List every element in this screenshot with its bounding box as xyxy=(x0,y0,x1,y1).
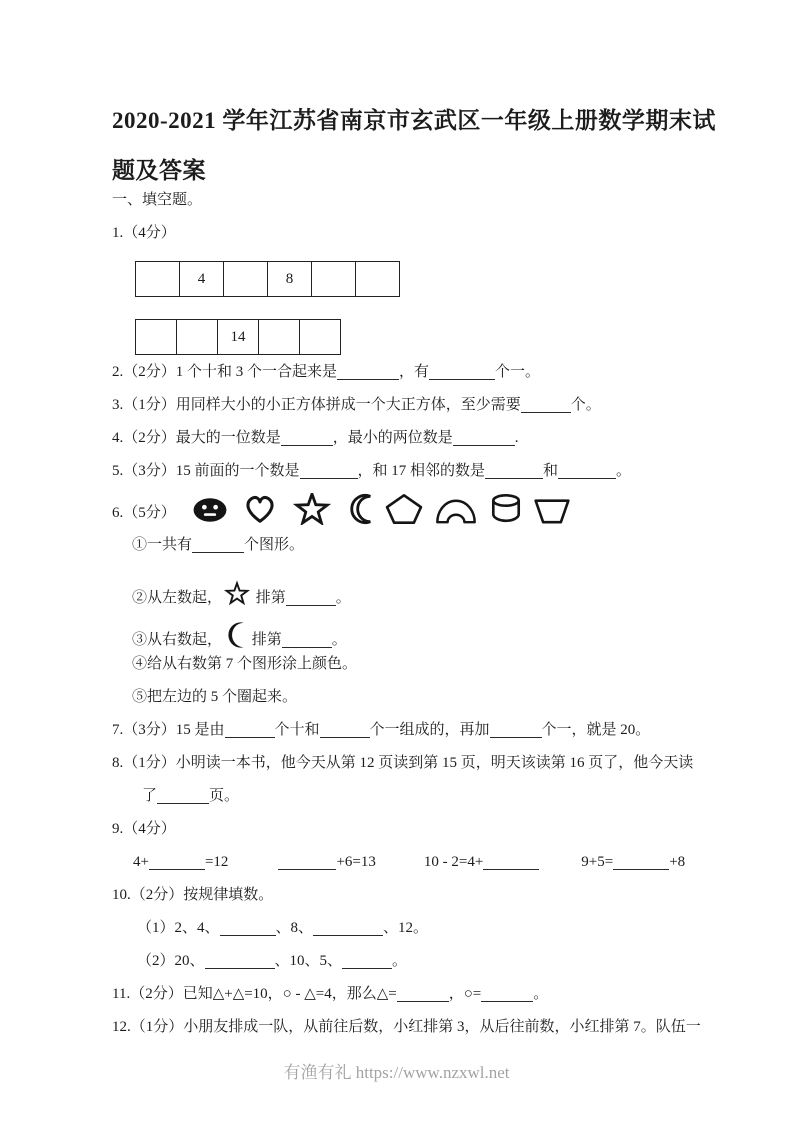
text-segment: 排第 xyxy=(248,632,282,648)
question-10-sub1 xyxy=(137,918,683,938)
text-segment: 个。 xyxy=(570,397,601,413)
question-6-label: 6.（5分） xyxy=(112,505,176,521)
blank-line xyxy=(282,633,332,648)
blank-line xyxy=(149,855,205,870)
question-10-sub2 xyxy=(137,951,683,971)
trapezoid-icon xyxy=(533,497,571,525)
text-segment: 7.（3分）15 是由 xyxy=(112,722,225,738)
text-segment: ，和 17 相邻的数是 xyxy=(357,463,486,479)
arch-icon xyxy=(433,497,479,525)
blank-line xyxy=(337,365,399,380)
q1-number-strip-2 xyxy=(135,319,341,355)
text-segment: 2.（2分）1 个十和 3 个一合起来是 xyxy=(112,364,338,380)
text-segment: 、10、5、 xyxy=(274,953,343,969)
text-segment: 和 xyxy=(543,463,559,479)
question-6-row xyxy=(112,493,683,525)
blank-line xyxy=(320,723,370,738)
table-cell xyxy=(136,320,177,354)
cylinder-icon xyxy=(489,493,523,525)
text-segment: =12 xyxy=(204,854,229,870)
text-segment: ，○= xyxy=(448,986,482,1002)
blank-line xyxy=(558,464,616,479)
star-icon xyxy=(222,579,252,608)
question-9-equations xyxy=(133,852,686,872)
site-watermark: 有渔有礼 https://www.nzxwl.net xyxy=(283,1063,510,1082)
blank-line xyxy=(300,464,358,479)
text-segment: 9+5= xyxy=(581,854,614,870)
blank-line xyxy=(225,723,275,738)
text-segment: 3.（1分）用同样大小的小正方体拼成一个大正方体，至少需要 xyxy=(112,397,521,413)
text-segment: （1）2、4、 xyxy=(137,920,220,936)
table-cell: 8 xyxy=(268,262,312,296)
text-segment: ①一共有 xyxy=(132,537,193,553)
text-segment: ，最小的两位数是 xyxy=(332,430,453,446)
table-cell xyxy=(300,320,340,354)
table-cell xyxy=(136,262,180,296)
question-7 xyxy=(112,720,683,740)
text-segment: 。 xyxy=(533,986,549,1002)
blank-line xyxy=(205,954,275,969)
question-8-line2 xyxy=(142,786,683,806)
table-cell xyxy=(224,262,268,296)
text-segment: . xyxy=(514,430,519,446)
question-12: 12.（1分）小朋友排成一队，从前往后数，小红排第 3，从后往前数，小红排第 7。队伍一 xyxy=(112,1019,701,1035)
text-segment: 5.（3分）15 前面的一个数是 xyxy=(112,463,300,479)
text-segment: +8 xyxy=(669,854,686,870)
text-segment: 10 - 2=4+ xyxy=(423,854,484,870)
blank-line xyxy=(397,987,449,1002)
q1-number-strip-1 xyxy=(135,261,400,297)
blank-line xyxy=(278,855,336,870)
question-3 xyxy=(112,395,683,415)
text-segment: 4+ xyxy=(133,854,149,870)
blank-line xyxy=(481,987,533,1002)
text-segment: （2）20、 xyxy=(137,953,205,969)
question-8-line1: 8.（1分）小明读一本书，他今天从第 12 页读到第 15 页，明天该读第 16 页了，他今天读 xyxy=(112,755,694,771)
question-2 xyxy=(112,362,683,382)
page-title-line1: 2020-2021 学年江苏省南京市玄武区一年级上册数学期末试 xyxy=(112,108,716,133)
blank-line xyxy=(342,954,392,969)
smiley-icon xyxy=(189,495,231,525)
text-segment: ，有 xyxy=(399,364,430,380)
text-segment: 11.（2分）已知△+△=10，○ - △=4，那么△= xyxy=(112,986,397,1002)
text-segment: 个十和 xyxy=(274,722,320,738)
blank-line xyxy=(281,431,333,446)
text-segment: 。 xyxy=(335,590,351,606)
text-segment: 个一。 xyxy=(495,364,541,380)
question-6-sub2 xyxy=(132,579,683,608)
blank-line xyxy=(220,921,276,936)
q6-shape-strip xyxy=(184,493,576,525)
text-segment: 4.（2分）最大的一位数是 xyxy=(112,430,281,446)
question-1-label: 1.（4分） xyxy=(112,225,176,241)
table-cell xyxy=(177,320,218,354)
blank-line xyxy=(192,538,244,553)
text-segment: ②从左数起， xyxy=(132,590,223,606)
question-4 xyxy=(112,428,683,448)
table-cell xyxy=(259,320,300,354)
question-10-label: 10.（2分）按规律填数。 xyxy=(112,887,274,903)
question-6-sub1 xyxy=(132,535,683,555)
blank-line xyxy=(429,365,495,380)
blank-line xyxy=(521,398,571,413)
page-title-line2: 题及答案 xyxy=(112,158,206,183)
question-6-sub3 xyxy=(132,620,683,650)
section-heading: 一、填空题。 xyxy=(112,192,203,208)
question-11 xyxy=(112,984,683,1004)
table-cell: 4 xyxy=(180,262,224,296)
text-segment: 了 xyxy=(142,788,158,804)
crescent-solid-icon xyxy=(222,620,248,650)
text-segment: 。 xyxy=(331,632,347,648)
text-segment: +6=13 xyxy=(336,854,376,870)
text-segment: 个一，就是 20。 xyxy=(541,722,651,738)
table-cell xyxy=(356,262,399,296)
text-segment: 个一组成的，再加 xyxy=(369,722,490,738)
pentagon-icon xyxy=(385,493,423,525)
text-segment: 页。 xyxy=(209,788,240,804)
blank-line xyxy=(485,464,543,479)
text-segment: 、8、 xyxy=(275,920,314,936)
crescent-icon xyxy=(345,493,375,525)
blank-line xyxy=(453,431,515,446)
text-segment: 个图形。 xyxy=(244,537,305,553)
star-icon xyxy=(289,493,335,525)
text-segment: 。 xyxy=(616,463,632,479)
text-segment: ③从右数起， xyxy=(132,632,223,648)
question-9-label: 9.（4分） xyxy=(112,821,176,837)
blank-line xyxy=(157,789,209,804)
heart-icon xyxy=(241,493,279,525)
blank-line xyxy=(483,855,539,870)
question-5 xyxy=(112,461,683,481)
blank-line xyxy=(490,723,542,738)
table-cell: 14 xyxy=(218,320,259,354)
text-segment: 排第 xyxy=(252,590,286,606)
text-segment: 、12。 xyxy=(383,920,429,936)
text-segment: 。 xyxy=(392,953,408,969)
blank-line xyxy=(613,855,669,870)
question-6-sub5: ⑤把左边的 5 个圈起来。 xyxy=(132,689,298,705)
question-6-sub4: ④给从右数第 7 个图形涂上颜色。 xyxy=(132,656,358,672)
blank-line xyxy=(286,591,336,606)
page-title xyxy=(112,96,716,196)
blank-line xyxy=(313,921,383,936)
table-cell xyxy=(312,262,356,296)
